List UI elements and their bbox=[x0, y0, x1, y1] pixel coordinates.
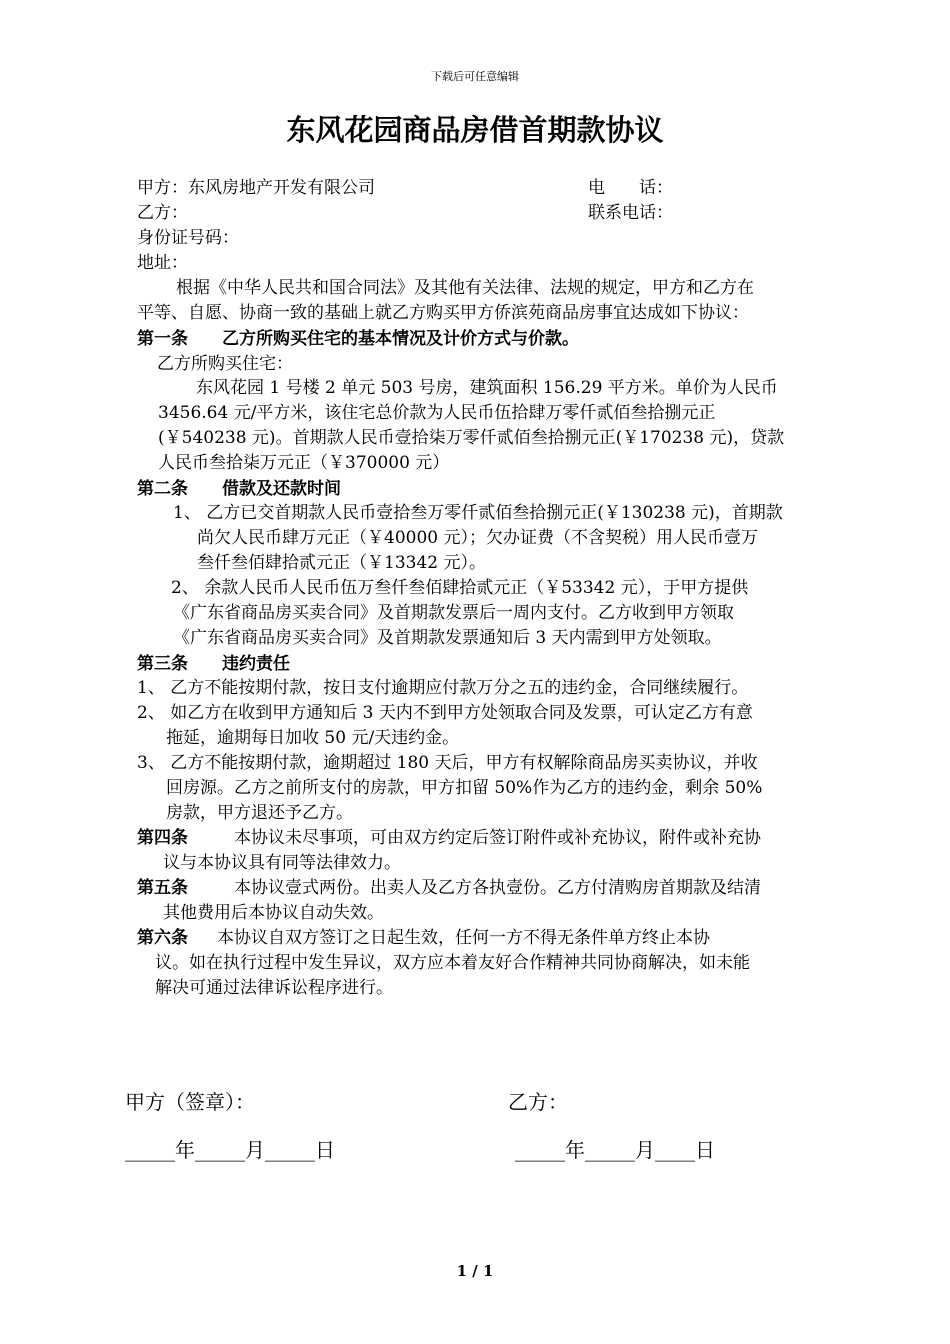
intro-line: 平等、自愿、协商一致的基础上就乙方购买甲方侨滨苑商品房事宜达成如下协议： bbox=[137, 303, 749, 323]
article-1-line: (￥540238 元)。首期款人民币壹拾柒万零仟贰佰叁拾捌元正(￥170238 元)，贷款 bbox=[158, 428, 785, 448]
article-6-line: 本协议自双方签订之日起生效，任何一方不得无条件单方终止本协 bbox=[217, 928, 710, 948]
article-6-label: 第六条 bbox=[137, 928, 188, 948]
address-label: 地址： bbox=[137, 253, 188, 273]
article-2-item-1: 1、 乙方已交首期款人民币壹拾叁万零仟贰佰叁拾捌元正(￥130238 元)，首期款 bbox=[173, 503, 783, 523]
signature-party-b: 乙方： bbox=[508, 1090, 568, 1114]
article-4-line: 议与本协议具有同等法律效力。 bbox=[163, 853, 401, 873]
article-3-heading: 第三条 违约责任 bbox=[137, 654, 290, 674]
article-2-item-2: 《广东省商品房买卖合同》及首期款发票通知后 3 天内需到甲方处领取。 bbox=[173, 628, 722, 648]
article-3-item-3: 回房源。乙方之前所支付的房款，甲方扣留 50%作为乙方的违约金，剩余 50% bbox=[166, 778, 763, 798]
party-a: 甲方：东风房地产开发有限公司 bbox=[137, 178, 375, 198]
id-number-label: 身份证号码： bbox=[137, 228, 239, 248]
article-1-line: 东风花园 1 号楼 2 单元 503 号房，建筑面积 156.29 平方米。单价为人民币 bbox=[196, 378, 778, 398]
article-1-line: 人民币叁拾柒万元正（￥370000 元） bbox=[158, 453, 450, 473]
article-6-line: 议。如在执行过程中发生异议，双方应本着友好合作精神共同协商解决，如未能 bbox=[155, 953, 750, 973]
article-5-label: 第五条 bbox=[137, 878, 188, 898]
page-number: 1 / 1 bbox=[456, 1262, 494, 1280]
article-5-line: 本协议壹式两份。出卖人及乙方各执壹份。乙方付清购房首期款及结清 bbox=[234, 878, 761, 898]
article-1-line: 3456.64 元/平方米，该住宅总价款为人民币伍拾肆万零仟贰佰叁拾捌元正 bbox=[158, 403, 716, 423]
contact-phone-label: 联系电话： bbox=[588, 203, 673, 223]
article-5-line: 其他费用后本协议自动失效。 bbox=[163, 903, 384, 923]
article-3-item-3: 房款，甲方退还予乙方。 bbox=[166, 803, 353, 823]
article-2-item-2: 2、 余款人民币人民币伍万叁仟叁佰肆拾贰元正（￥53342 元），于甲方提供 bbox=[171, 578, 749, 598]
page-header: 下载后可任意编辑 bbox=[431, 70, 519, 83]
intro-line: 根据《中华人民共和国合同法》及其他有关法律、法规的规定，甲方和乙方在 bbox=[176, 278, 754, 298]
article-1-sub: 乙方所购买住宅： bbox=[157, 354, 293, 374]
signature-date-b: _____年_____月____日 bbox=[515, 1138, 715, 1162]
article-2-item-2: 《广东省商品房买卖合同》及首期款发票后一周内支付。乙方收到甲方领取 bbox=[173, 603, 734, 623]
article-4-line: 本协议未尽事项，可由双方约定后签订附件或补充协议，附件或补充协 bbox=[234, 828, 761, 848]
article-2-item-1: 尚欠人民币肆万元正（￥40000 元）；欠办证费（不含契税）用人民币壹万 bbox=[197, 528, 758, 548]
signature-date-a: _____年_____月_____日 bbox=[125, 1138, 335, 1162]
signature-party-a: 甲方（签章）： bbox=[125, 1090, 255, 1114]
party-b: 乙方： bbox=[137, 203, 188, 223]
article-2-item-1: 叁仟叁佰肆拾贰元正（￥13342 元）。 bbox=[197, 553, 486, 573]
article-2-heading: 第二条 借款及还款时间 bbox=[137, 479, 341, 499]
phone-label: 电 话： bbox=[588, 178, 673, 198]
article-3-item-1: 1、 乙方不能按期付款，按日支付逾期应付款万分之五的违约金，合同继续履行。 bbox=[137, 678, 749, 698]
article-1-heading: 第一条 乙方所购买住宅的基本情况及计价方式与价款。 bbox=[137, 329, 579, 349]
document-title: 东风花园商品房借首期款协议 bbox=[286, 113, 664, 147]
article-3-item-2: 2、 如乙方在收到甲方通知后 3 天内不到甲方处领取合同及发票，可认定乙方有意 bbox=[137, 703, 753, 723]
article-3-item-3: 3、 乙方不能按期付款，逾期超过 180 天后，甲方有权解除商品房买卖协议，并收 bbox=[137, 753, 758, 773]
article-6-line: 解决可通过法律诉讼程序进行。 bbox=[155, 978, 393, 998]
article-4-label: 第四条 bbox=[137, 828, 188, 848]
article-3-item-2: 拖延，逾期每日加收 50 元/天违约金。 bbox=[166, 728, 460, 748]
